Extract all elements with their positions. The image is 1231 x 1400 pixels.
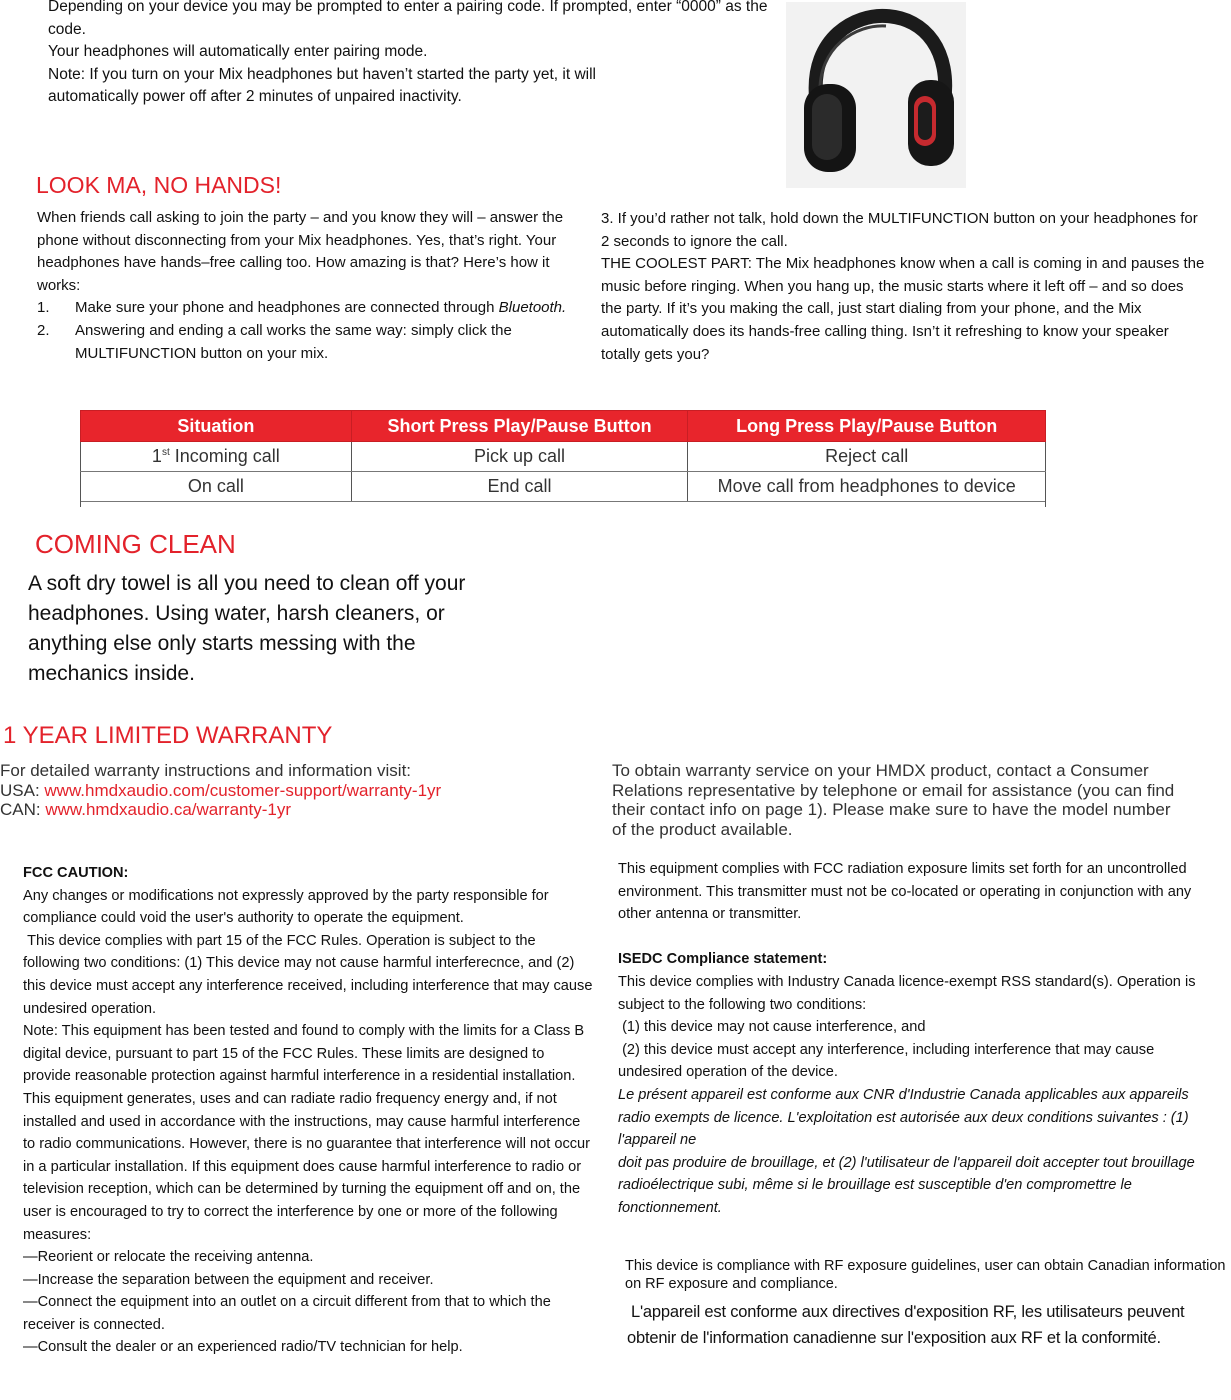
fcc-measure: —Increase the separation between the equipment and receiver. <box>23 1271 434 1288</box>
pairing-line: Depending on your device you may be prompted to enter a pairing code. If prompted, enter “0000” as the code. <box>48 0 768 38</box>
table-cell-long: Reject call <box>688 442 1046 472</box>
hands-free-left <box>37 207 577 365</box>
table-cell-short: End call <box>351 472 688 502</box>
fcc-section <box>23 862 597 1359</box>
table-header: Short Press Play/Pause Button <box>351 411 688 442</box>
hands-free-intro: When friends call asking to join the party – and you know they will – answer the phone without disconnecting from your Mix headphones. Yes, that’s right. Your headphones have hands–free calling too. How amazing is that? Here’s how it works: <box>37 209 564 294</box>
table-row <box>81 442 1046 472</box>
warranty-usa: USA: www.hmdxaudio.com/customer-support/warranty-1yr <box>0 780 442 800</box>
isedc-heading: ISEDC Compliance statement: <box>618 951 828 968</box>
warranty-info <box>0 761 600 820</box>
rf-exposure-en: This device is compliance with RF exposure guidelines, user can obtain Canadian information on RF exposure and compliance. <box>625 1258 1226 1292</box>
isedc-french: Le présent appareil est conforme aux CNR d'Industrie Canada applicables aux appareils radio exempts de licence. L'exploitation est autorisée aux deux conditions suivantes : (1) l'appareil ne <box>618 1086 1189 1149</box>
fcc-measure: —Consult the dealer or an experienced radio/TV technician for help. <box>23 1339 463 1356</box>
rf-paragraph: This equipment complies with FCC radiation exposure limits set forth for an uncontrolled environment. This transmitter must not be co-located or operating in conjunction with any other antenna or transmitter. <box>618 861 1192 923</box>
cleaning-text: A soft dry towel is all you need to clean off your headphones. Using water, harsh cleaners, or anything else only starts messing with the mechanics inside. <box>28 572 466 685</box>
pairing-line: Your headphones will automatically enter pairing mode. <box>48 43 428 60</box>
isedc-condition: (2) this device must accept any interference, including interference that may cause undesired operation of the device. <box>618 1041 1159 1081</box>
fcc-paragraph: Note: This equipment has been tested and found to comply with the limits for a Class B digital device, pursuant to part 15 of the FCC Rules. These limits are designed to provide reasonable protection against harmful interference in a residential installation. This equipment generates, uses and can radiate radio frequency energy and, if not installed and used in accordance with the instructions, may cause harmful interference to radio communications. However, there is no guarantee that interference will not occur in a particular installation. If this equipment does cause harmful interference to radio or television reception, which can be determined by turning the equipment off and on, the user is encouraged to try to correct the interference by one or more of the following measures: <box>23 1023 591 1243</box>
pairing-section <box>48 0 768 109</box>
rf-section <box>618 858 1218 1220</box>
isedc-paragraph: This device complies with Industry Canada licence-exempt RSS standard(s). Operation is subject to the following two conditions: <box>618 973 1196 1013</box>
headphones-icon <box>786 2 966 188</box>
hands-free-heading: LOOK MA, NO HANDS! <box>36 172 282 198</box>
hands-free-right <box>601 208 1206 366</box>
headphones-photo <box>786 2 966 188</box>
fcc-heading: FCC CAUTION: <box>23 865 129 881</box>
table-cell-long: Move call from headphones to device <box>688 472 1046 502</box>
hands-free-steps <box>37 297 577 365</box>
fcc-measure: —Reorient or relocate the receiving antenna. <box>23 1249 314 1266</box>
table-cell-situation: 1st Incoming call <box>81 442 352 472</box>
warranty-heading: 1 YEAR LIMITED WARRANTY <box>3 722 333 749</box>
step-number: 1. <box>37 299 50 317</box>
table-header: Long Press Play/Pause Button <box>688 411 1046 442</box>
fcc-paragraph: This device complies with part 15 of the FCC Rules. Operation is subject to the following two conditions: (1) This device may not cause harmful interferecnce, and (2) this device must accept any interference received, including interference that may cause undesired operation. <box>23 932 597 1017</box>
warranty-service-text: To obtain warranty service on your HMDX product, contact a Consumer Relations representative by telephone or email for assistance (you can find their contact info on page 1). Please make sure to have the model number of the product available. <box>612 761 1175 839</box>
step-text: Answering and ending a call works the same way: simply click the MULTIFUNCTION button on your mix. <box>75 321 512 362</box>
isedc-french: doit pas produire de brouillage, et (2) l'utilisateur de l'appareil doit accepter tout brouillage radioélectrique subi, même si le brouillage est susceptible d'en compromettre le fonctionnement. <box>618 1154 1195 1216</box>
step-text: Make sure your phone and headphones are connected through <box>75 299 499 317</box>
table-row <box>81 472 1046 502</box>
warranty-intro: For detailed warranty instructions and information visit: <box>0 761 412 780</box>
table-header: Situation <box>81 411 352 442</box>
table-cell-short: Pick up call <box>351 442 688 472</box>
warranty-can-link[interactable]: www.hmdxaudio.ca/warranty-1yr <box>45 800 291 819</box>
table-edge <box>80 500 1046 507</box>
coolest-part-text: THE COOLEST PART: The Mix headphones know when a call is coming in and pauses the music before ringing. When you hang up, the music starts where it left off – and so does the party. If it’s you making the call, just start dialing from your phone, and the Mix automatically does its hands-free calling thing. Isn’t it refreshing to know your speaker totally gets you? <box>601 255 1205 363</box>
list-item <box>37 297 577 320</box>
table-header-row <box>81 411 1046 442</box>
ignore-call-text: 3. If you’d rather not talk, hold down the MULTIFUNCTION button on your headphones for 2 seconds to ignore the call. <box>601 210 1198 250</box>
cleaning-heading: COMING CLEAN <box>35 529 236 559</box>
step-number: 2. <box>37 321 50 339</box>
isedc-condition: (1) this device may not cause interference, and <box>618 1019 926 1036</box>
rf-exposure-fr: L'appareil est conforme aux directives d'exposition RF, les utilisateurs peuvent obtenir de l'information canadienne sur l'exposition aux RF et la conformité. <box>627 1303 1185 1347</box>
fcc-paragraph: Any changes or modiﬁcations not expressly approved by the party responsible for compliance could void the user's authority to operate the equipment. <box>23 887 549 927</box>
step-text-italic: Bluetooth. <box>498 299 567 317</box>
call-table <box>80 410 1046 502</box>
warranty-can: CAN: www.hmdxaudio.ca/warranty-1yr <box>0 800 291 819</box>
table-cell-situation: On call <box>81 472 352 502</box>
list-item <box>37 320 577 365</box>
spacer <box>618 926 1218 949</box>
pairing-line: Note: If you turn on your Mix headphones but haven’t started the party yet, it will automatically power off after 2 minutes of unpaired inactivity. <box>48 65 596 105</box>
warranty-usa-link[interactable]: www.hmdxaudio.com/customer-support/warranty-1yr <box>44 780 442 800</box>
fcc-measure: —Connect the equipment into an outlet on a circuit different from that to which the receiver is connected. <box>23 1294 551 1333</box>
